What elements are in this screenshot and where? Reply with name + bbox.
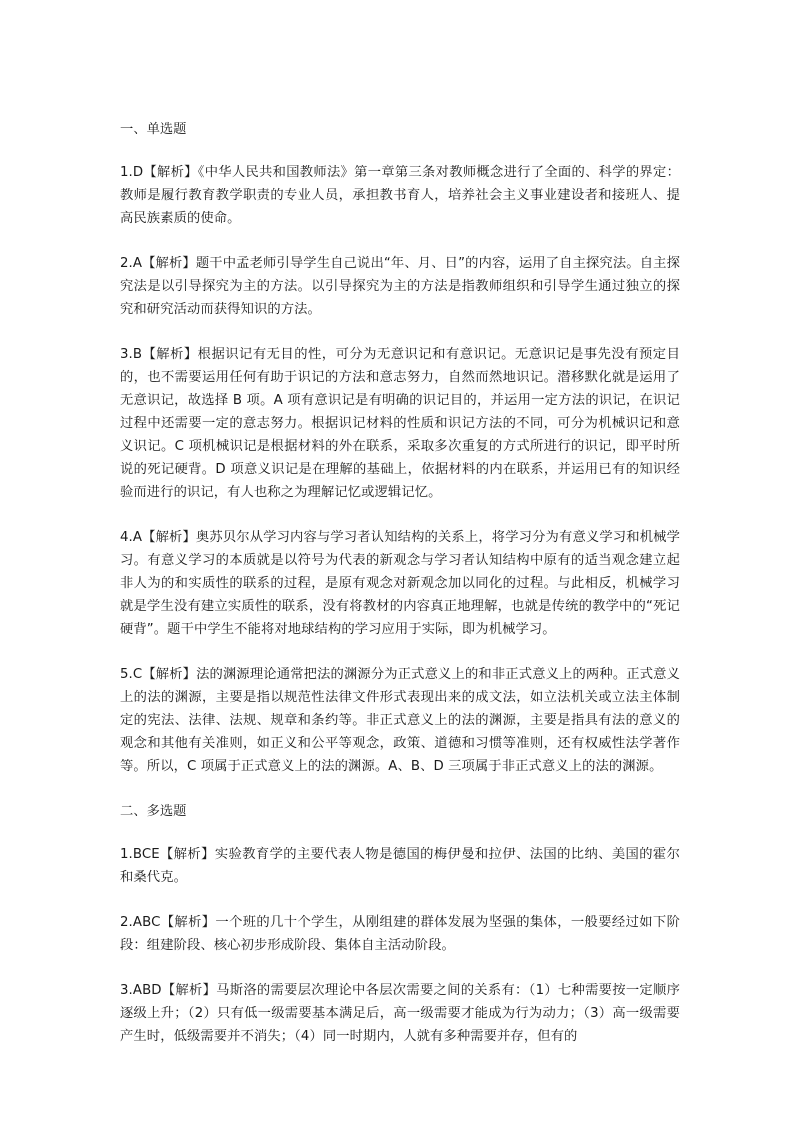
section-title: 二、多选题	[120, 804, 187, 819]
answer-item: 1.D【解析】《中华人民共和国教师法》第一章第三条对教师概念进行了全面的、科学的界定：教师是履行教育教学职责的专业人员，承担教书育人，培养社会主义事业建设者和接班人、提高民族素质的使命。	[120, 165, 680, 226]
section-single-choice	[120, 118, 680, 778]
section-multiple-choice	[120, 800, 680, 1048]
answer-item: 4.A【解析】奥苏贝尔从学习内容与学习者认知结构的关系上，将学习分为有意义学习和机械学习。有意义学习的本质就是以符号为代表的新观念与学习者认知结构中原有的适当观念建立起非人为的和实质性的联系的过程，是原有观念对新观念加以同化的过程。与此相反，机械学习就是学生没有建立实质性的联系，没有将教材的内容真正地理解，也就是传统的教学中的“死记硬背”。题干中学生不能将对地球结构的学习应用于实际，即为机械学习。	[120, 530, 680, 637]
section-title: 一、单选题	[120, 122, 187, 137]
answer-item: 2.ABC【解析】一个班的几十个学生，从刚组建的群体发展为坚强的集体，一般要经过如下阶段：组建阶段、核心初步形成阶段、集体自主活动阶段。	[120, 915, 680, 953]
answer-item: 5.C【解析】法的渊源理论通常把法的渊源分为正式意义上的和非正式意义上的两种。正式意义上的法的渊源，主要是指以规范性法律文件形式表现出来的成文法，如立法机关或立法主体制定的宪法、法律、法规、规章和条约等。非正式意义上的法的渊源，主要是指具有法的意义的观念和其他有关准则，如正义和公平等观念，政策、道德和习惯等准则，还有权威性法学著作等。所以，C 项属于正式意义上的法的渊源。A、B、D 三项属于非正式意义上的法的渊源。	[120, 667, 680, 774]
answer-item: 1.BCE【解析】实验教育学的主要代表人物是德国的梅伊曼和拉伊、法国的比纳、美国的霍尔和桑代克。	[120, 847, 680, 885]
answer-item: 2.A【解析】题干中孟老师引导学生自己说出“年、月、日”的内容，运用了自主探究法。自主探究法是以引导探究为主的方法。以引导探究为主的方法是指教师组织和引导学生通过独立的探究和研究活动而获得知识的方法。	[120, 256, 680, 317]
answer-item: 3.ABD【解析】马斯洛的需要层次理论中各层次需要之间的关系有：（1）七种需要按一定顺序逐级上升；（2）只有低一级需要基本满足后，高一级需要才能成为行为动力；（3）高一级需要产生时，低级需要并不消失；（4）同一时期内，人就有多种需要并存，但有的	[120, 983, 680, 1044]
answer-item: 3.B【解析】根据识记有无目的性，可分为无意识记和有意识记。无意识记是事先没有预定目的，也不需要运用任何有助于识记的方法和意志努力，自然而然地识记。潜移默化就是运用了无意识记，故选择 B 项。A 项有意识记是有明确的识记目的，并运用一定方法的识记，在识记过程中还需要一定的意志努力。根据识记材料的性质和识记方法的不同，可分为机械识记和意义识记。C 项机械识记是根据材料的外在联系，采取多次重复的方式所进行的识记，即平时所说的死记硬背。D 项意义识记是在理解的基础上，依据材料的内在联系，并运用已有的知识经验而进行的识记，有人也称之为理解记忆或逻辑记忆。	[120, 347, 680, 500]
answer-document	[120, 118, 680, 1070]
